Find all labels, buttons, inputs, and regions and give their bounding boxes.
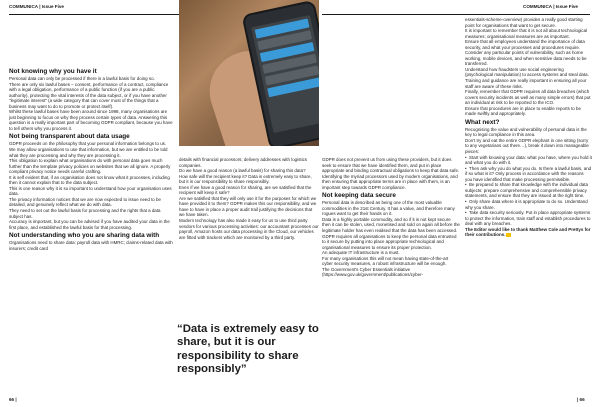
column-1 xyxy=(9,66,173,251)
paragraph: It is self evident that, if an organisation does not know what it processes, including then it cannot explain that to the data subject. xyxy=(9,174,170,186)
paragraph: Training and guidance are really important in ensuring all your staff are aware of these risks. xyxy=(465,78,587,89)
paragraph: How safe will the recipient keep it? Data is extremely easy to share, but it is our responsibility to share responsibly. xyxy=(179,173,312,185)
header-left-title: COMMUNICA | Issue Five xyxy=(9,4,64,9)
pull-quote: “Data is extremely easy to share, but it is our responsibility to share responsibly” xyxy=(177,323,319,376)
paragraph: Ensure that procedures are in place to enable reports to be made swiftly and appropriately. xyxy=(465,105,581,117)
paragraph: GDPR requires all organisations to keep the personal data entrusted to it secure by putting into place appropriate technological and organisational measures to ensure its proper protection. xyxy=(322,233,457,250)
column-3 xyxy=(322,157,460,278)
header-left-rule xyxy=(9,14,179,15)
smartphone-photo xyxy=(179,0,319,146)
paragraph: Finally, remember that GDPR requires all data breaches (which covers security incidents as well as many simple errors) that put an individual at risk to be reported to the ICO. xyxy=(465,89,591,106)
bullet-item: • Only share data where it is appropriate to do so. Understand why you share. xyxy=(465,198,588,210)
column-4 xyxy=(465,17,592,238)
closing-thanks: The Editor would like to thank Matthew Cole and Prettys for their contributions. xyxy=(465,226,591,238)
paragraph: For many organisations this will not mean having state-of-the-art cyber security measures, a robust infrastructure will be enough. xyxy=(322,255,449,267)
paragraph: Don't try and eat the entire GDPR elephant in one sitting (sorry to any vegetarians out there…), break it down into manageable pieces: xyxy=(465,137,589,155)
paragraph: Recognising the value and vulnerability of personal data is the key to legal compliance in this area. xyxy=(465,126,587,138)
paragraph: An adequate IT infrastructure is a must. xyxy=(322,250,400,256)
paragraph: This obligation to explain what organisations do with personal data goes much further than the template privacy policies on websites that we all ignore. A properly compliant privacy notice needs careful crafting. xyxy=(9,158,171,175)
paragraph: Even if we have a good reason for sharing, are we satisfied that the recipient will keep it safe? xyxy=(179,184,312,196)
heading-not-knowing: Not knowing why you have it xyxy=(9,68,97,75)
paragraph: They need to set out the lawful basis for processing and the rights that a data subject has. xyxy=(9,208,161,219)
paragraph: Understand how fraudsters use social engineering (psychological manipulation) to access systems and steal data. xyxy=(465,66,589,78)
heading-not-understanding-sharing: Not understanding who you are sharing data with xyxy=(9,232,160,240)
header-right-title: COMMUNICA | Issue Five xyxy=(523,4,578,9)
paragraph: Are we satisfied that they will only use it for the purposes for which we have provided it to them? GDPR makes this our responsibility, and we have to have in place a proper audit trail justifying the decisions that we have taken. xyxy=(179,195,317,218)
bullet-item: • Be prepared to share that knowledge with the individual data subjects: prepare comprehensive and comprehensible privacy statements, and ensure that they are issued at the right time. xyxy=(465,182,588,199)
paragraph: The privacy information notices that we are now expected to issue need to be detailed, and genuinely reflect what we do with data. xyxy=(9,196,161,208)
paragraph: Data is a highly portable commodity, and so if it is not kept secure then it can be stolen, used, monetised and sold on again all before the legitimate holder has even realised that the data has been accessed. xyxy=(322,216,460,234)
heading-what-next: What next? xyxy=(465,118,500,126)
paragraph: GDPR does not prevent us from using these providers, but it does seek to ensure that we have identified them, and put in place appropriate and binding contractual obligations to keep that data safe. xyxy=(322,157,460,174)
paragraph: We may allow organisations to use that information, but we are entitled to be told what they are processing and why they are processing it. xyxy=(9,147,168,158)
paragraph: Ensure that all employees understand the importance of data security, and what your processes and procedures require. xyxy=(465,39,585,50)
heading-not-transparent: Not being transparent about data usage xyxy=(9,133,130,141)
paragraph: Accuracy is important, but you can be advised if you have audited your data in the first place, and established the lawful basis for that processing. xyxy=(9,219,170,230)
bullet-item: • Take data security seriously. Put in place appropriate systems to protect the information, train staff and establish procedures to deal with any breaches. xyxy=(465,210,591,227)
paragraph: essentials-scheme-overview) provides a really good starting point for organisations that want to get secure. xyxy=(465,17,583,28)
paragraph: GDPR proceeds on the philosophy that your personal information belongs to us. xyxy=(9,141,167,147)
paragraph: There are only six lawful bases – consent, performance of a contract, compliance with a legal obligation, performance of a public function (if you are a public authority), protecting the vital interests of the data subject, or if you have another "legitimate interest" (a wide category that can cover most of the things that a business may want to do to promote or protect itself). xyxy=(9,81,169,109)
page-number-left: 66 | xyxy=(9,397,17,402)
paragraph: Organisations need to share data: payroll data with HMRC; claims-related data with insurers; credit card xyxy=(9,240,173,251)
bullet-item: • Start with knowing your data: what you have, where you hold it and what you do with it. xyxy=(465,154,592,166)
paragraph: The Government's Cyber Essentials initiative (https://www.gov.uk/government/publications/cyber- xyxy=(322,266,424,278)
paragraph: Modern technology has also made it easy for us to use third party vendors for various processing activities: our accountant processes our payroll, Amazon hosts our data processing in the Cloud, our vehicles are fitted with trackers which are monitored by a third party. xyxy=(179,218,319,240)
paragraph: Do we have a good reason (a lawful basis) for sharing this data? xyxy=(179,168,306,174)
paragraph: Personal data can only be processed if there is a lawful basis for doing so. xyxy=(9,76,155,81)
paragraph: Identifying the myriad processors used by modern organisations, and then ensuring that appropriate terms are in place with them, is an important step towards GDPR compliance. xyxy=(322,173,458,190)
column-2 xyxy=(179,157,319,240)
paragraph: Whilst these lawful bases have been around since 1998, many organisations are just beginning to focus on why they process certain types of data. Answering this question is a really important part of becoming GDPR compliant, because you have to tell others why you process it. xyxy=(9,109,173,131)
paragraph: Personal data is described as being one of the most valuable commodities in the 21st Century. It has a value, and therefore many rogues want to get their hands on it. xyxy=(322,200,455,217)
paragraph: Consider any particular points of vulnerability, such as home working, mobile devices, and when sensitive data needs to be transferred. xyxy=(465,50,587,67)
heading-not-keeping-secure: Not keeping data secure xyxy=(322,192,396,200)
paragraph: It is important to remember that it is not all about technological measures; organisational measures are as important. xyxy=(465,28,588,39)
paragraph: details with financial processors; delivery addresses with logistics companies. xyxy=(179,157,308,168)
end-mark-icon xyxy=(506,233,511,237)
page-number-right: | 66 xyxy=(577,397,585,402)
bullet-item: • Then ask why you do what you do. Is there a lawful basis, and if so what is it? Only process in accordance with the reasons you have identified that make processing permissible. xyxy=(465,165,592,182)
paragraph: This is one reason why it is so important to understand how your organisation uses data. xyxy=(9,185,172,197)
